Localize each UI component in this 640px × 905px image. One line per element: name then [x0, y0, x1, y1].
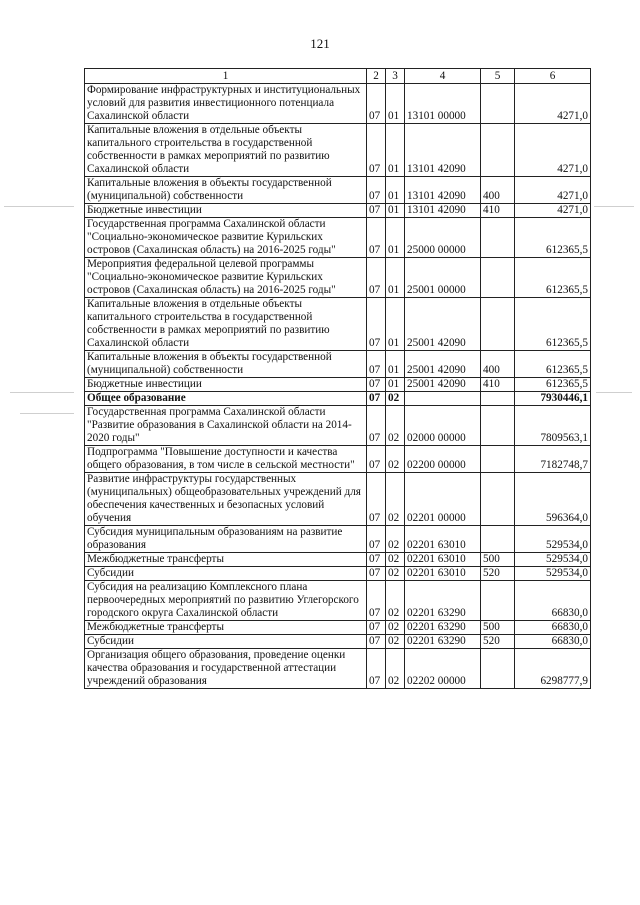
table-row [85, 351, 591, 378]
expense-type-code: 500 [481, 553, 515, 567]
table-row [85, 177, 591, 204]
subsection-code: 01 [386, 124, 405, 177]
row-name: Бюджетные инвестиции [85, 378, 367, 392]
section-code: 07 [367, 124, 386, 177]
section-code: 07 [367, 378, 386, 392]
section-code: 07 [367, 392, 386, 406]
expense-type-code [481, 124, 515, 177]
section-code: 07 [367, 621, 386, 635]
expense-type-code: 520 [481, 635, 515, 649]
table-row [85, 553, 591, 567]
header-cell: 5 [481, 69, 515, 84]
row-name: Субсидия муниципальным образованиям на развитие образования [85, 526, 367, 553]
table-row [85, 567, 591, 581]
section-code: 07 [367, 351, 386, 378]
table-row [85, 298, 591, 351]
expense-type-code [481, 258, 515, 298]
target-article-code: 13101 42090 [405, 204, 481, 218]
target-article-code: 02000 00000 [405, 406, 481, 446]
header-cell: 3 [386, 69, 405, 84]
row-name: Мероприятия федеральной целевой программы "Социально-экономическое развитие Курильских островов (Сахалинская область) на 2016-2025 годы" [85, 258, 367, 298]
table-row [85, 635, 591, 649]
row-name: Развитие инфраструктуры государственных (муниципальных) общеобразовательных учреждений для обеспечения качественных и безопасных условий обучения [85, 473, 367, 526]
amount: 4271,0 [515, 204, 591, 218]
section-code: 07 [367, 406, 386, 446]
table-row [85, 446, 591, 473]
amount: 7930446,1 [515, 392, 591, 406]
subsection-code: 02 [386, 581, 405, 621]
section-code: 07 [367, 649, 386, 689]
target-article-code: 13101 42090 [405, 124, 481, 177]
amount: 66830,0 [515, 621, 591, 635]
expense-type-code [481, 406, 515, 446]
expense-type-code: 500 [481, 621, 515, 635]
header-row [85, 69, 591, 84]
section-code: 07 [367, 526, 386, 553]
subsection-code: 01 [386, 84, 405, 124]
row-name: Капитальные вложения в отдельные объекты капитального строительства в государственной собственности в рамках мероприятий по развитию Сахалинской области [85, 124, 367, 177]
section-code: 07 [367, 635, 386, 649]
row-name: Формирование инфраструктурных и институциональных условий для развития инвестиционного потенциала Сахалинской области [85, 84, 367, 124]
target-article-code: 25001 42090 [405, 298, 481, 351]
expense-type-code: 410 [481, 204, 515, 218]
subsection-code: 02 [386, 649, 405, 689]
table-row [85, 218, 591, 258]
header-cell: 4 [405, 69, 481, 84]
row-name: Государственная программа Сахалинской области "Социально-экономическое развитие Курильских островов (Сахалинская область) на 2016-2025 годы" [85, 218, 367, 258]
section-code: 07 [367, 553, 386, 567]
amount: 66830,0 [515, 581, 591, 621]
amount: 596364,0 [515, 473, 591, 526]
section-code: 07 [367, 84, 386, 124]
expense-type-code [481, 581, 515, 621]
target-article-code: 02201 63290 [405, 581, 481, 621]
subsection-code: 02 [386, 635, 405, 649]
scan-artifact [594, 206, 634, 207]
table-row [85, 84, 591, 124]
amount: 66830,0 [515, 635, 591, 649]
subsection-code: 02 [386, 621, 405, 635]
table-row [85, 406, 591, 446]
target-article-code: 02201 63010 [405, 526, 481, 553]
section-code: 07 [367, 258, 386, 298]
expense-type-code [481, 298, 515, 351]
subsection-code: 01 [386, 258, 405, 298]
scan-artifact [10, 392, 74, 393]
scan-artifact [4, 206, 74, 207]
expense-type-code [481, 473, 515, 526]
row-name: Организация общего образования, проведение оценки качества образования и государственной аттестации учреждений образования [85, 649, 367, 689]
header-cell: 6 [515, 69, 591, 84]
row-name: Общее образование [85, 392, 367, 406]
target-article-code: 02201 63290 [405, 635, 481, 649]
amount: 529534,0 [515, 567, 591, 581]
amount: 529534,0 [515, 553, 591, 567]
expense-type-code: 400 [481, 177, 515, 204]
amount: 612365,5 [515, 298, 591, 351]
page-number: 121 [310, 36, 330, 51]
row-name: Государственная программа Сахалинской области "Развитие образования в Сахалинской области на 2014-2020 годы" [85, 406, 367, 446]
target-article-code: 02200 00000 [405, 446, 481, 473]
row-name: Межбюджетные трансферты [85, 621, 367, 635]
subsection-code: 01 [386, 177, 405, 204]
target-article-code: 02201 63010 [405, 567, 481, 581]
amount: 7809563,1 [515, 406, 591, 446]
row-name: Капитальные вложения в объекты государственной (муниципальной) собственности [85, 351, 367, 378]
amount: 529534,0 [515, 526, 591, 553]
subsection-code: 02 [386, 526, 405, 553]
table-row [85, 392, 591, 406]
amount: 612365,5 [515, 258, 591, 298]
subsection-code: 01 [386, 204, 405, 218]
table-row [85, 378, 591, 392]
row-name: Межбюджетные трансферты [85, 553, 367, 567]
target-article-code: 02201 00000 [405, 473, 481, 526]
table-row [85, 581, 591, 621]
amount: 6298777,9 [515, 649, 591, 689]
scan-artifact [20, 413, 74, 414]
section-code: 07 [367, 204, 386, 218]
expense-type-code: 400 [481, 351, 515, 378]
budget-table [84, 68, 591, 689]
expense-type-code: 520 [481, 567, 515, 581]
section-code: 07 [367, 567, 386, 581]
target-article-code: 02201 63010 [405, 553, 481, 567]
amount: 4271,0 [515, 177, 591, 204]
table-body [85, 84, 591, 689]
row-name: Субсидия на реализацию Комплексного плана первоочередных мероприятий по развитию Углегорского городского округа Сахалинской области [85, 581, 367, 621]
amount: 7182748,7 [515, 446, 591, 473]
header-cell: 1 [85, 69, 367, 84]
target-article-code: 13101 00000 [405, 84, 481, 124]
target-article-code: 02202 00000 [405, 649, 481, 689]
subsection-code: 01 [386, 218, 405, 258]
section-code: 07 [367, 473, 386, 526]
subsection-code: 02 [386, 567, 405, 581]
subsection-code: 02 [386, 406, 405, 446]
subsection-code: 02 [386, 553, 405, 567]
row-name: Капитальные вложения в отдельные объекты капитального строительства в государственной собственности в рамках мероприятий по развитию Сахалинской области [85, 298, 367, 351]
table-row [85, 621, 591, 635]
subsection-code: 01 [386, 351, 405, 378]
row-name: Подпрограмма "Повышение доступности и качества общего образования, в том числе в сельской местности" [85, 446, 367, 473]
target-article-code: 25001 42090 [405, 378, 481, 392]
section-code: 07 [367, 218, 386, 258]
expense-type-code [481, 446, 515, 473]
subsection-code: 01 [386, 298, 405, 351]
amount: 612365,5 [515, 351, 591, 378]
subsection-code: 01 [386, 378, 405, 392]
section-code: 07 [367, 177, 386, 204]
expense-type-code [481, 218, 515, 258]
expense-type-code: 410 [481, 378, 515, 392]
table-row [85, 649, 591, 689]
target-article-code: 13101 42090 [405, 177, 481, 204]
subsection-code: 02 [386, 473, 405, 526]
section-code: 07 [367, 581, 386, 621]
header-cell: 2 [367, 69, 386, 84]
target-article-code [405, 392, 481, 406]
target-article-code: 25001 00000 [405, 258, 481, 298]
subsection-code: 02 [386, 392, 405, 406]
expense-type-code [481, 84, 515, 124]
table-row [85, 258, 591, 298]
expense-type-code [481, 649, 515, 689]
section-code: 07 [367, 446, 386, 473]
expense-type-code [481, 392, 515, 406]
amount: 612365,5 [515, 218, 591, 258]
row-name: Субсидии [85, 635, 367, 649]
subsection-code: 02 [386, 446, 405, 473]
section-code: 07 [367, 298, 386, 351]
expense-type-code [481, 526, 515, 553]
amount: 612365,5 [515, 378, 591, 392]
row-name: Бюджетные инвестиции [85, 204, 367, 218]
amount: 4271,0 [515, 124, 591, 177]
table-row [85, 124, 591, 177]
target-article-code: 25001 42090 [405, 351, 481, 378]
scan-artifact [596, 392, 632, 393]
target-article-code: 02201 63290 [405, 621, 481, 635]
table-row [85, 526, 591, 553]
row-name: Субсидии [85, 567, 367, 581]
target-article-code: 25000 00000 [405, 218, 481, 258]
table-row [85, 204, 591, 218]
row-name: Капитальные вложения в объекты государственной (муниципальной) собственности [85, 177, 367, 204]
table-row [85, 473, 591, 526]
amount: 4271,0 [515, 84, 591, 124]
